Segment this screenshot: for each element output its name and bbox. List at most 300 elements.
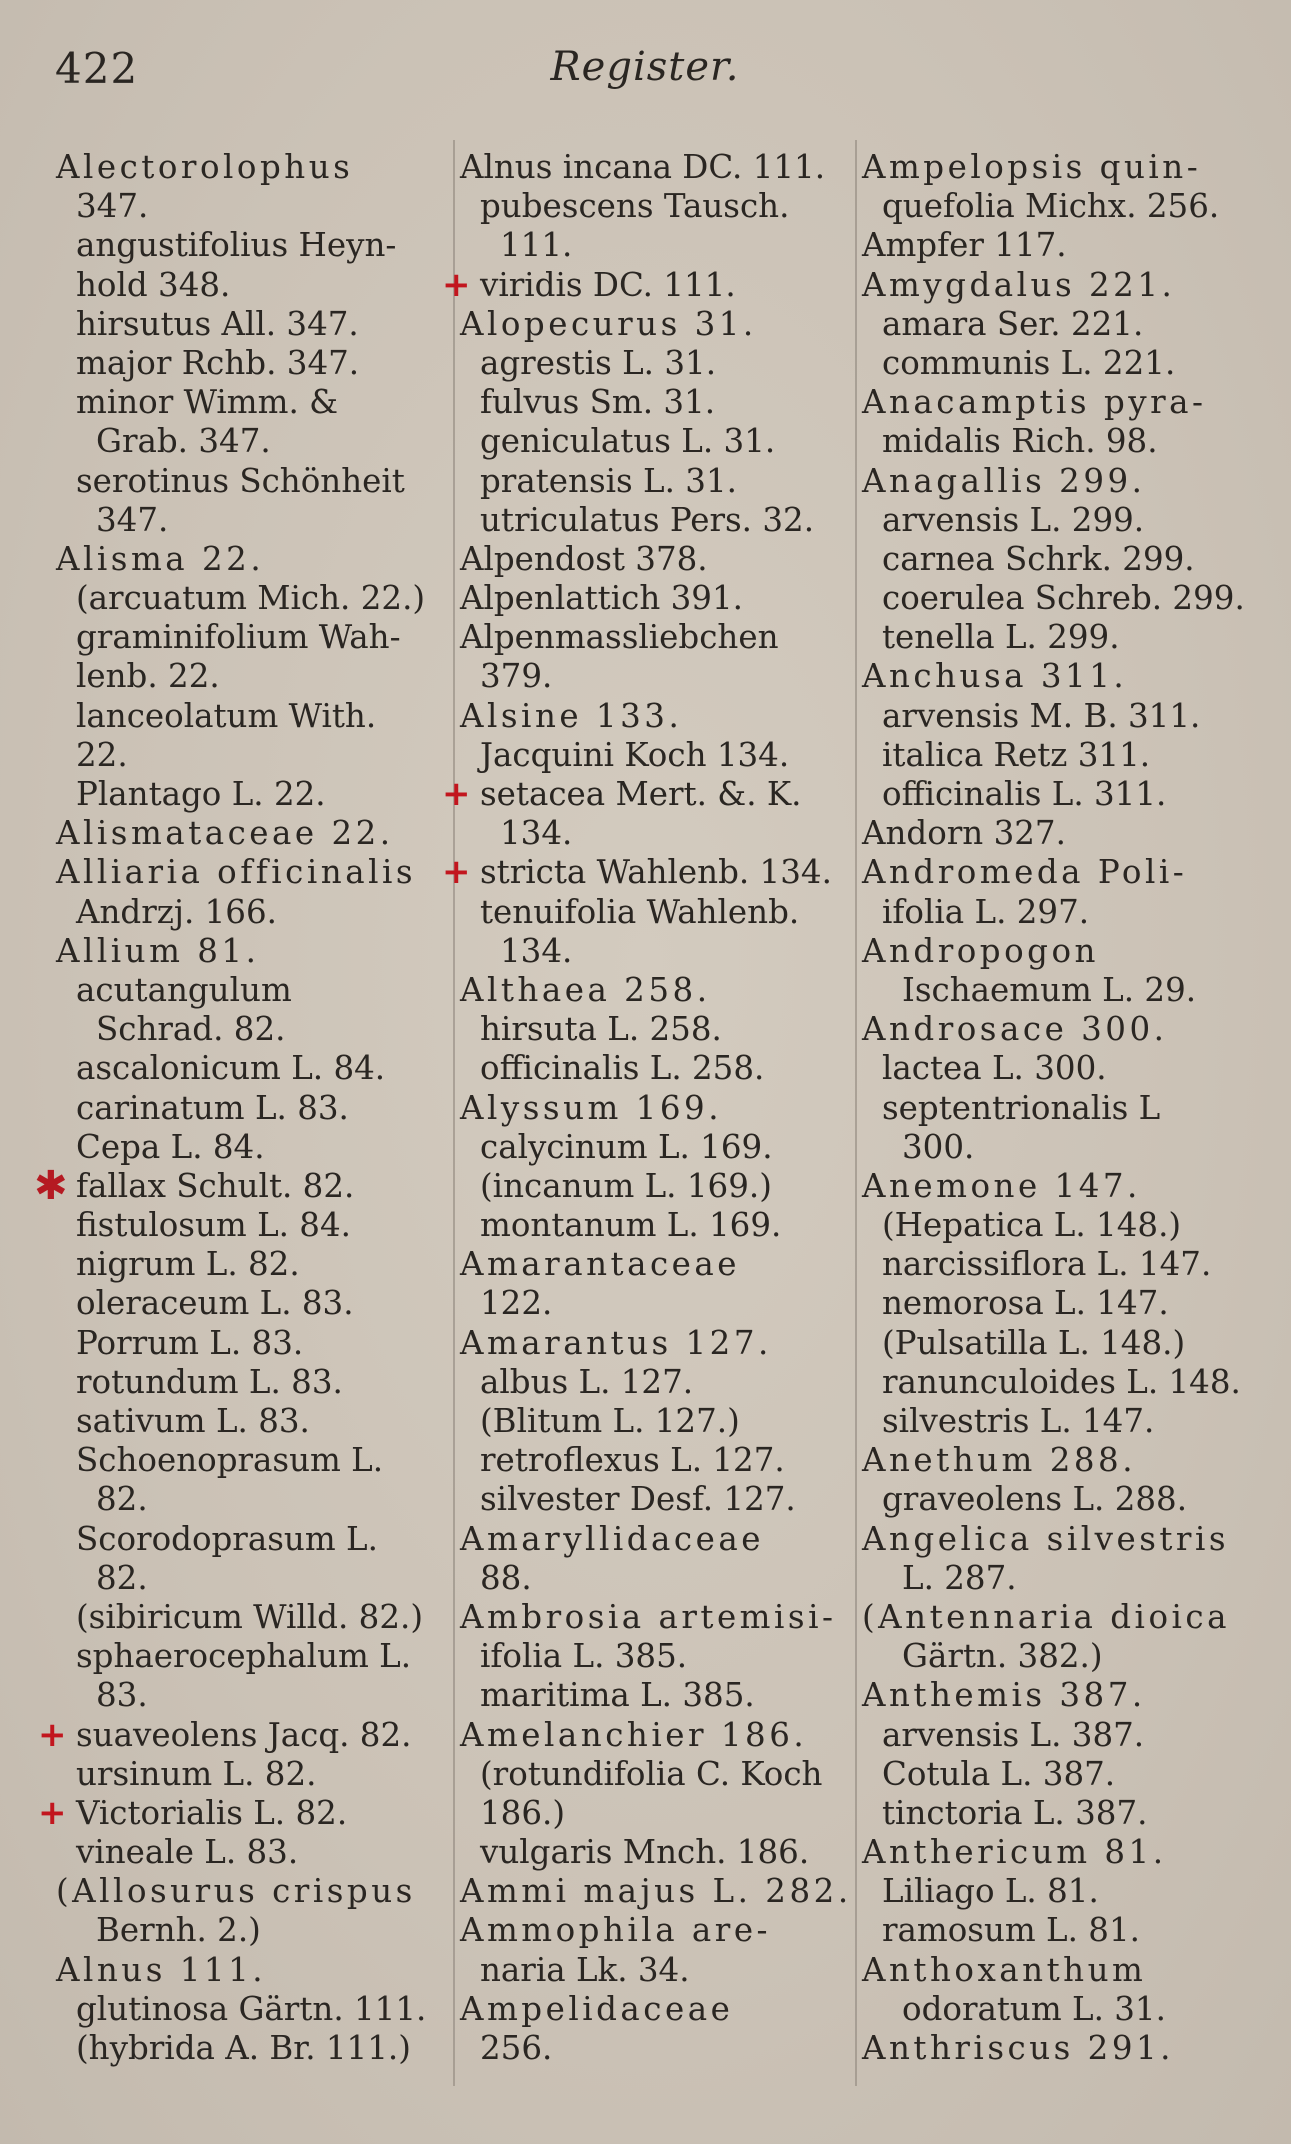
index-entry [56,1559,456,1598]
index-entry-text: communis L. 221. [882,343,1176,382]
index-entry-text: officinalis L. 311. [882,775,1167,813]
index-entry [460,1951,860,1990]
index-entry-text: Alliaria officinalis [56,853,417,892]
index-entry [56,579,456,618]
index-entry [862,266,1262,305]
index-entry [56,1951,456,1990]
index-entry [460,1755,860,1794]
index-entry-text: fallax Schult. 82. [76,1166,355,1205]
index-entry [862,540,1262,579]
index-entry [460,736,860,775]
index-entry-text: ifolia L. 385. [480,1637,688,1676]
index-entry-text: Althaea 258. [460,970,711,1009]
index-entry-text: graminifolium Wah- [76,618,401,657]
index-entry [862,1833,1262,1872]
index-entry [862,1049,1262,1088]
index-entry-text: Alpendost 378. [460,539,708,578]
index-entry [460,422,860,461]
index-entry-text: Anchusa 311. [862,657,1128,696]
index-entry [460,501,860,540]
index-entry [56,1676,456,1715]
index-entry-text: Victorialis L. 82. [76,1793,348,1832]
index-entry [56,775,456,814]
index-entry [862,736,1262,775]
index-entry [460,187,860,226]
index-column-3 [862,148,1262,2068]
index-entry-text: Anethum 288. [862,1441,1137,1480]
page-number: 422 [55,44,139,93]
index-entry-text: tenuifolia Wahlenb. [480,892,800,931]
index-entry-text: Alopecurus 31. [460,304,757,343]
index-entry [460,540,860,579]
index-entry-text: fulvus Sm. 31. [480,383,716,422]
index-entry [56,814,456,853]
index-entry-text: (Blitum L. 127.) [480,1402,740,1440]
index-entry [56,1755,456,1794]
index-entry-text: glutinosa Gärtn. 111. [76,1989,427,2028]
index-entry-text: 300. [902,1127,975,1166]
index-entry-text: retroflexus L. 127. [480,1441,785,1480]
index-entry-text: Grab. 347. [96,422,271,461]
index-entry-text: Gärtn. 382.) [902,1637,1103,1676]
index-entry-text: amara Ser. 221. [882,304,1144,343]
index-entry [862,579,1262,618]
running-title: Register. [550,44,740,90]
index-entry-text: carnea Schrk. 299. [882,539,1195,578]
index-entry [460,1206,860,1245]
index-entry [460,618,860,657]
index-entry-text: officinalis L. 258. [480,1049,765,1088]
index-entry-text: (sibiricum Willd. 82.) [76,1597,424,1636]
index-entry-text: 111. [500,226,573,265]
index-entry [460,1911,860,1950]
index-entry [862,1637,1262,1676]
index-entry-text: serotinus Schönheit [76,461,405,500]
index-entry-text: Ischaemum L. 29. [902,970,1197,1009]
index-entry [56,1324,456,1363]
index-entry-text: (Allosurus crispus [56,1872,416,1911]
index-entry [56,736,456,775]
index-entry-text: major Rchb. 347. [76,343,360,382]
index-entry-text: 22. [76,735,128,774]
index-column-2 [442,148,860,2068]
red-cross-mark-icon: + [442,852,471,893]
index-entry-text: agrestis L. 31. [480,343,717,382]
index-entry [56,1637,456,1676]
index-entry [862,383,1262,422]
index-entry-text: pratensis L. 31. [480,461,737,500]
index-entry [862,2029,1262,2068]
index-entry-text: Anthriscus 291. [862,2029,1175,2067]
index-entry-text: sativum L. 83. [76,1402,310,1440]
index-entry-text: 379. [480,657,553,696]
index-entry [460,1245,860,1284]
index-entry [862,344,1262,383]
index-entry-text: 122. [480,1284,553,1323]
index-entry-text: minor Wimm. & [76,383,339,422]
index-entry [862,226,1262,265]
index-entry-text: calycinum L. 169. [480,1127,773,1166]
index-entry-text: albus L. 127. [480,1362,694,1401]
index-entry [56,1363,456,1402]
index-entry-text: 347. [76,187,149,226]
index-entry [56,1911,456,1950]
index-entry-text: Jacquini Koch 134. [480,735,790,774]
index-entry [56,1598,456,1637]
index-entry [460,1520,860,1559]
index-entry-text: Amelanchier 186. [460,1715,808,1754]
index-entry [862,697,1262,736]
index-entry [862,1402,1262,1441]
index-entry-text: Schrad. 82. [96,1010,286,1049]
index-entry-text: Anagallis 299. [862,461,1146,500]
index-entry-text: Schoenoprasum L. [76,1441,384,1480]
index-entry [862,187,1262,226]
index-entry [56,305,456,344]
index-entry-text: Ambrosia artemisi- [460,1597,837,1636]
index-entry-text: lenb. 22. [76,657,220,696]
index-entry [460,1089,860,1128]
index-entry [56,893,456,932]
index-entry [862,1559,1262,1598]
index-entry [862,1990,1262,2029]
index-entry [460,1167,860,1206]
index-entry-text: arvensis M. B. 311. [882,696,1201,735]
index-entry [56,932,456,971]
index-entry-text: fistulosum L. 84. [76,1206,351,1245]
index-entry-text: narcissiflora L. 147. [882,1245,1212,1284]
index-entry-text: Cotula L. 387. [882,1754,1116,1793]
index-entry-text: geniculatus L. 31. [480,422,776,461]
index-entry [460,1559,860,1598]
index-entry [862,853,1262,892]
index-entry [460,1990,860,2029]
index-column-1 [34,148,456,2068]
index-entry-text: sphaerocephalum L. [76,1637,412,1676]
index-entry [56,226,456,265]
index-entry [460,148,860,187]
index-entry [38,1714,456,1755]
index-entry-text: (arcuatum Mich. 22.) [76,579,426,618]
index-entry [460,814,860,853]
index-entry-text: Alpenmassliebchen [460,618,779,657]
index-entry-text: Amaryllidaceae [460,1519,764,1558]
index-entry-text: Andromeda Poli- [862,853,1188,892]
index-entry [862,501,1262,540]
index-entry [862,1010,1262,1049]
index-entry [862,1480,1262,1519]
index-entry [460,226,860,265]
index-entry-text: quefolia Michx. 256. [882,187,1220,226]
index-entry-text: Andropogon [862,931,1099,970]
index-entry [862,1520,1262,1559]
index-entry [862,1794,1262,1833]
index-entry [56,383,456,422]
red-cross-mark-icon: + [442,264,471,305]
index-entry-text: (hybrida A. Br. 111.) [76,2029,411,2067]
index-entry-text: Ampfer 117. [862,226,1067,265]
index-entry [56,1206,456,1245]
index-entry-text: Angelica silvestris [862,1519,1230,1558]
index-entry-text: coerulea Schreb. 299. [882,579,1245,618]
index-entry-text: setacea Mert. &. K. [480,775,802,813]
index-entry [56,266,456,305]
index-entry [56,501,456,540]
index-entry-text: Alpenlattich 391. [460,579,743,618]
index-entry [460,657,860,696]
index-entry-text: Alnus 111. [56,1950,267,1989]
index-entry [56,1089,456,1128]
index-entry-text: hirsutus All. 347. [76,304,359,343]
index-entry-text: montanum L. 169. [480,1206,782,1245]
index-entry-text: rotundum L. 83. [76,1362,343,1401]
index-entry-text: carinatum L. 83. [76,1088,349,1127]
index-entry [862,148,1262,187]
index-entry [56,1010,456,1049]
index-entry-text: Allium 81. [56,931,260,970]
index-entry [56,1872,456,1911]
index-entry-text: 347. [96,500,169,539]
index-entry [862,1245,1262,1284]
index-entry [56,2029,456,2068]
index-entry-text: ascalonicum L. 84. [76,1049,386,1088]
index-entry-text: lactea L. 300. [882,1049,1107,1088]
index-entry [56,1284,456,1323]
index-entry-text: (incanum L. 169.) [480,1166,772,1205]
red-cross-mark-icon: + [38,1714,67,1755]
index-entry-text: Scorodoprasum L. [76,1519,378,1558]
index-entry [460,971,860,1010]
index-entry-text: vineale L. 83. [76,1833,299,1872]
index-entry [56,1480,456,1519]
index-entry [862,1089,1262,1128]
index-entry [56,1402,456,1441]
index-entry [862,775,1262,814]
index-entry-text: Ammophila are- [460,1911,772,1950]
index-entry-text: Cepa L. 84. [76,1127,265,1166]
index-entry-text: Alisma 22. [56,539,265,578]
index-entry-text: Ammi majus L. 282. [460,1872,852,1911]
index-entry-text: ifolia L. 297. [882,892,1090,931]
index-entry [460,1363,860,1402]
index-entry [862,1324,1262,1363]
index-entry [56,1245,456,1284]
index-entry-text: stricta Wahlenb. 134. [480,853,832,892]
index-entry-text: midalis Rich. 98. [882,422,1158,461]
index-entry [460,1872,860,1911]
index-entry [460,1637,860,1676]
index-entry [56,657,456,696]
index-entry [56,853,456,892]
index-entry-text: Ampelopsis quin- [862,148,1202,186]
index-entry [460,305,860,344]
index-entry [460,1049,860,1088]
index-entry [56,422,456,461]
index-entry-text: 83. [96,1676,148,1715]
index-entry-text: Porrum L. 83. [76,1323,304,1362]
index-entry [56,971,456,1010]
index-entry [862,657,1262,696]
index-entry-text: maritima L. 385. [480,1676,755,1715]
index-entry-text: Alsine 133. [460,696,683,735]
index-entry-text: 82. [96,1558,148,1597]
index-entry-text: tinctoria L. 387. [882,1793,1148,1832]
index-entry-text: viridis DC. 111. [480,265,736,304]
index-entry-text: (Pulsatilla L. 148.) [882,1323,1186,1362]
index-entry-text: Andrzj. 166. [76,892,277,931]
index-entry [460,383,860,422]
index-entry [56,344,456,383]
index-entry [460,1716,860,1755]
index-entry-text: 82. [96,1480,148,1519]
index-entry-text: septentrionalis L [882,1088,1161,1127]
index-entry-text: suaveolens Jacq. 82. [76,1715,412,1754]
index-entry [862,1872,1262,1911]
index-entry-text: Amarantaceae [460,1245,740,1284]
index-entry-text: Anthemis 387. [862,1676,1146,1715]
index-entry [862,971,1262,1010]
index-entry [862,932,1262,971]
index-entry [56,1128,456,1167]
index-entry [460,1324,860,1363]
index-entry [34,1162,456,1209]
index-entry [442,852,860,893]
index-entry [56,187,456,226]
index-entry-text: Androsace 300. [862,1010,1168,1049]
index-entry-text: hold 348. [76,265,231,304]
index-entry-text: Alectorolophus [56,148,354,186]
index-entry [56,1833,456,1872]
index-entry-text: hirsuta L. 258. [480,1010,722,1049]
index-entry [460,579,860,618]
index-entry [862,422,1262,461]
index-entry-text: Anemone 147. [862,1166,1141,1205]
index-entry [862,305,1262,344]
index-entry [56,462,456,501]
index-entry [56,1520,456,1559]
index-entry-text: ursinum L. 82. [76,1754,317,1793]
index-entry-text: Anthericum 81. [862,1833,1167,1872]
index-entry [460,1598,860,1637]
index-entry [460,932,860,971]
index-entry-text: 186.) [480,1793,566,1832]
index-entry-text: silvestris L. 147. [882,1402,1155,1440]
index-entry-text: oleraceum L. 83. [76,1284,354,1323]
index-entry-text: nemorosa L. 147. [882,1284,1169,1323]
index-entry [862,893,1262,932]
index-entry [56,1049,456,1088]
index-entry [460,1833,860,1872]
index-entry-text: Anthoxanthum [862,1950,1147,1989]
index-entry-text: Amarantus 127. [460,1323,772,1362]
index-entry [460,893,860,932]
index-entry [460,1128,860,1167]
index-entry [862,1755,1262,1794]
index-entry-text: Ampelidaceae [460,1989,734,2028]
index-entry [460,1794,860,1833]
index-entry [38,1792,456,1833]
index-entry-text: 88. [480,1558,532,1597]
index-entry [460,2029,860,2068]
index-entry-text: pubescens Tausch. [480,187,790,226]
index-entry-text: Anacamptis pyra- [862,383,1207,422]
index-entry-text: (Hepatica L. 148.) [882,1206,1182,1245]
index-entry [862,1911,1262,1950]
index-entry [862,1167,1262,1206]
page-header [55,44,1235,100]
index-entry-text: utriculatus Pers. 32. [480,500,815,539]
index-entry-text: angustifolius Heyn- [76,226,397,265]
index-entry-text: 256. [480,2029,553,2067]
index-entry-text: acutangulum [76,970,292,1009]
index-entry-text: graveolens L. 288. [882,1480,1188,1519]
index-entry-text: arvensis L. 299. [882,500,1145,539]
index-entry [460,344,860,383]
index-entry [56,148,456,187]
index-entry [56,618,456,657]
index-entry [862,814,1262,853]
index-entry [460,462,860,501]
red-asterisk-mark-icon: ✱ [34,1162,68,1209]
index-entry-text: italica Retz 311. [882,735,1151,774]
index-entry [862,1206,1262,1245]
index-entry-text: Amygdalus 221. [862,265,1176,304]
index-entry [862,1716,1262,1755]
index-entry-text: 134. [500,814,573,853]
index-entry-text: Alismataceae 22. [56,814,394,853]
index-entry-text: 134. [500,931,573,970]
index-entry [862,1951,1262,1990]
index-entry [460,1480,860,1519]
index-entry [56,697,456,736]
index-entry [56,540,456,579]
index-entry [862,1363,1262,1402]
index-entry-text: arvensis L. 387. [882,1715,1145,1754]
index-entry [862,1128,1262,1167]
index-entry-text: Bernh. 2.) [96,1911,261,1950]
index-entry [460,1402,860,1441]
index-entry-text: ramosum L. 81. [882,1911,1140,1950]
index-entry [56,1441,456,1480]
index-entry-text: tenella L. 299. [882,618,1120,657]
index-entry [460,1010,860,1049]
index-entry-text: vulgaris Mnch. 186. [480,1833,810,1872]
index-entry-text: silvester Desf. 127. [480,1480,796,1519]
index-entry [460,1676,860,1715]
index-entry-text: ranunculoides L. 148. [882,1362,1241,1401]
index-entry-text: L. 287. [902,1558,1017,1597]
index-entry-text: lanceolatum With. [76,696,377,735]
red-cross-mark-icon: + [38,1792,67,1833]
index-entry [862,1676,1262,1715]
index-entry-text: Liliago L. 81. [882,1872,1099,1911]
index-entry [460,697,860,736]
index-entry-text: naria Lk. 34. [480,1950,690,1989]
index-entry [862,462,1262,501]
index-entry-text: odoratum L. 31. [902,1989,1166,2028]
index-entry-text: Alyssum 169. [460,1088,723,1127]
index-entry-text: (Antennaria dioica [862,1597,1230,1636]
red-cross-mark-icon: + [442,774,471,814]
index-entry [460,1284,860,1323]
index-entry [56,1990,456,2029]
index-entry [862,1441,1262,1480]
index-entry [862,1284,1262,1323]
index-entry-text: Alnus incana DC. 111. [460,148,826,186]
index-entry [442,264,860,305]
index-entry [460,1441,860,1480]
index-entry [862,1598,1262,1637]
